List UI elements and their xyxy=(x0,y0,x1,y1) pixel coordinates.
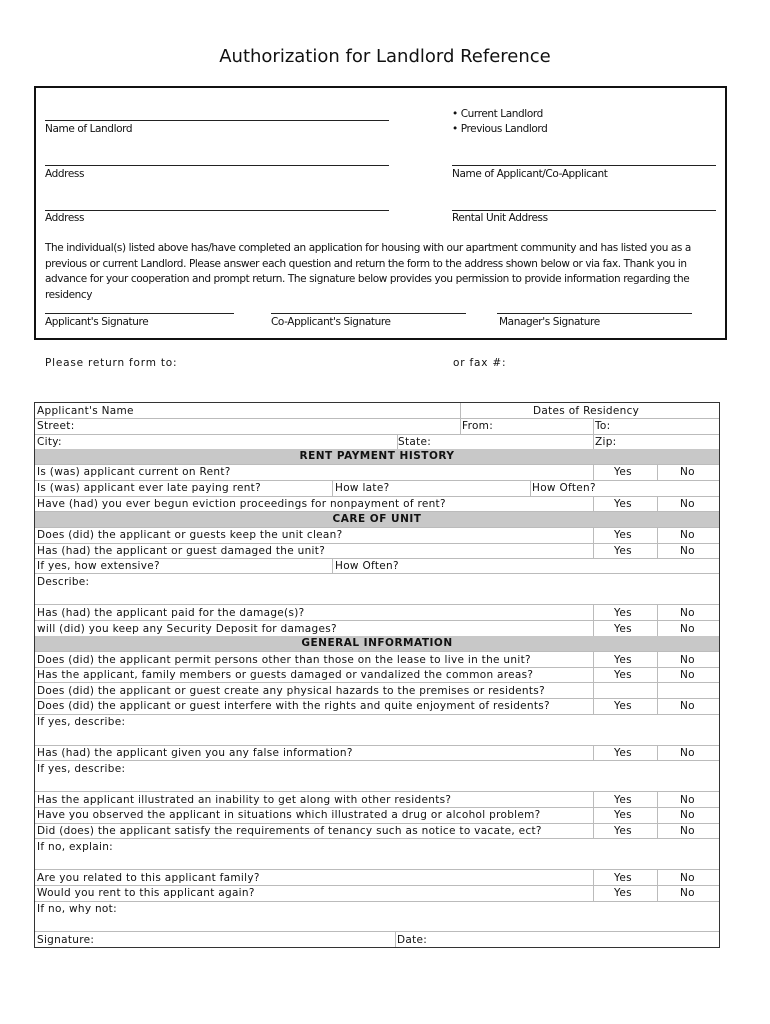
how-extensive-cell[interactable]: If yes, how extensive? xyxy=(37,560,160,572)
question-drug: Have you observed the applicant in situations which illustrated a drug or alcohol problem? xyxy=(37,809,541,821)
applicant-name-cell[interactable]: Applicant's Name xyxy=(37,405,134,417)
question-get-along: Has the applicant illustrated an inability to get along with other residents? xyxy=(37,794,452,806)
no-option[interactable]: No xyxy=(680,669,695,681)
to-cell[interactable]: To: xyxy=(595,420,611,432)
yes-option[interactable]: Yes xyxy=(614,654,632,666)
yes-option[interactable]: Yes xyxy=(614,466,632,478)
no-option[interactable]: No xyxy=(680,607,695,619)
no-option[interactable]: No xyxy=(680,700,695,712)
no-option[interactable]: No xyxy=(680,654,695,666)
landlord-name-line[interactable] xyxy=(45,120,389,121)
question-deposit: will (did) you keep any Security Deposit for damages? xyxy=(37,623,337,635)
no-option[interactable]: No xyxy=(680,498,695,510)
applicant-name-label: Name of Applicant/Co-Applicant xyxy=(452,168,608,180)
applicant-signature-label: Applicant's Signature xyxy=(45,316,149,328)
rental-unit-line[interactable] xyxy=(452,210,716,211)
applicant-name-line[interactable] xyxy=(452,165,716,166)
fax-label: or fax #: xyxy=(453,357,507,369)
if-yes-describe-cell[interactable]: If yes, describe: xyxy=(37,716,126,728)
if-no-why-cell[interactable]: If no, why not: xyxy=(37,903,117,915)
city-cell[interactable]: City: xyxy=(37,436,62,448)
from-cell[interactable]: From: xyxy=(462,420,494,432)
question-rent-again: Would you rent to this applicant again? xyxy=(37,887,255,899)
landlord-name-label: Name of Landlord xyxy=(45,123,133,135)
previous-landlord-option[interactable]: • Previous Landlord xyxy=(452,123,548,135)
how-often-cell[interactable]: How Often? xyxy=(532,482,596,494)
yes-option[interactable]: Yes xyxy=(614,700,632,712)
question-eviction: Have (had) you ever begun eviction proceedings for nonpayment of rent? xyxy=(37,498,446,510)
question-false-info: Has (had) the applicant given you any false information? xyxy=(37,747,353,759)
yes-option[interactable]: Yes xyxy=(614,607,632,619)
how-late-cell[interactable]: How late? xyxy=(335,482,390,494)
yes-option[interactable]: Yes xyxy=(614,872,632,884)
no-option[interactable]: No xyxy=(680,809,695,821)
no-option[interactable]: No xyxy=(680,872,695,884)
rental-unit-label: Rental Unit Address xyxy=(452,212,548,224)
address2-label: Address xyxy=(45,212,85,224)
general-information-header: GENERAL INFORMATION xyxy=(35,636,719,651)
authorization-paragraph: The individual(s) listed above has/have completed an application for housing with our apartment community and has listed you as a previous or current Landlord. Please answer each question and return the form to the address shown below or via fax. Thank you in advance for your cooperation and prompt return. The signature below provides you permission to provide information regarding the residency xyxy=(45,242,691,301)
no-option[interactable]: No xyxy=(680,466,695,478)
yes-option[interactable]: Yes xyxy=(614,623,632,635)
question-persons: Does (did) the applicant permit persons other than those on the lease to live in the unit? xyxy=(37,654,531,666)
question-hazards: Does (did) the applicant or guest create any physical hazards to the premises or residents? xyxy=(37,685,545,697)
if-no-explain-cell[interactable]: If no, explain: xyxy=(37,841,114,853)
zip-cell[interactable]: Zip: xyxy=(595,436,617,448)
yes-option[interactable]: Yes xyxy=(614,809,632,821)
no-option[interactable]: No xyxy=(680,887,695,899)
care-of-unit-header: CARE OF UNIT xyxy=(35,512,719,527)
question-clean: Does (did) the applicant or guests keep the unit clean? xyxy=(37,529,343,541)
no-option[interactable]: No xyxy=(680,747,695,759)
address1-label: Address xyxy=(45,168,85,180)
yes-option[interactable]: Yes xyxy=(614,747,632,759)
return-address-label: Please return form to: xyxy=(45,357,178,369)
signature-cell[interactable]: Signature: xyxy=(37,934,95,946)
yes-option[interactable]: Yes xyxy=(614,825,632,837)
address1-line[interactable] xyxy=(45,165,389,166)
no-option[interactable]: No xyxy=(680,545,695,557)
no-option[interactable]: No xyxy=(680,794,695,806)
yes-option[interactable]: Yes xyxy=(614,794,632,806)
question-current-rent: Is (was) applicant current on Rent? xyxy=(37,466,231,478)
coapplicant-signature-line[interactable] xyxy=(271,313,466,314)
no-option[interactable]: No xyxy=(680,825,695,837)
applicant-signature-line[interactable] xyxy=(45,313,234,314)
rent-payment-history-header: RENT PAYMENT HISTORY xyxy=(35,449,719,464)
manager-signature-line[interactable] xyxy=(497,313,692,314)
no-option[interactable]: No xyxy=(680,529,695,541)
state-cell[interactable]: State: xyxy=(398,436,432,448)
describe-cell[interactable]: Describe: xyxy=(37,576,90,588)
no-option[interactable]: No xyxy=(680,623,695,635)
dates-of-residency-label: Dates of Residency xyxy=(533,405,640,417)
yes-option[interactable]: Yes xyxy=(614,498,632,510)
page-title: Authorization for Landlord Reference xyxy=(219,46,551,67)
question-related: Are you related to this applicant family? xyxy=(37,872,260,884)
yes-option[interactable]: Yes xyxy=(614,529,632,541)
question-interfere: Does (did) the applicant or guest interfere with the rights and quite enjoyment of residents? xyxy=(37,700,550,712)
reference-grid xyxy=(34,402,720,948)
how-often-cell[interactable]: How Often? xyxy=(335,560,399,572)
yes-option[interactable]: Yes xyxy=(614,669,632,681)
question-paid-damage: Has (had) the applicant paid for the damage(s)? xyxy=(37,607,305,619)
date-cell[interactable]: Date: xyxy=(397,934,428,946)
address2-line[interactable] xyxy=(45,210,389,211)
street-cell[interactable]: Street: xyxy=(37,420,75,432)
yes-option[interactable]: Yes xyxy=(614,887,632,899)
question-requirements: Did (does) the applicant satisfy the requirements of tenancy such as notice to vacate, ect? xyxy=(37,825,542,837)
question-damaged: Has (had) the applicant or guest damaged the unit? xyxy=(37,545,326,557)
manager-signature-label: Manager's Signature xyxy=(499,316,600,328)
question-late-rent: Is (was) applicant ever late paying rent? xyxy=(37,482,261,494)
coapplicant-signature-label: Co-Applicant's Signature xyxy=(271,316,391,328)
question-vandalized: Has the applicant, family members or guests damaged or vandalized the common areas? xyxy=(37,669,534,681)
if-yes-describe-cell[interactable]: If yes, describe: xyxy=(37,763,126,775)
yes-option[interactable]: Yes xyxy=(614,545,632,557)
current-landlord-option[interactable]: • Current Landlord xyxy=(452,108,543,120)
